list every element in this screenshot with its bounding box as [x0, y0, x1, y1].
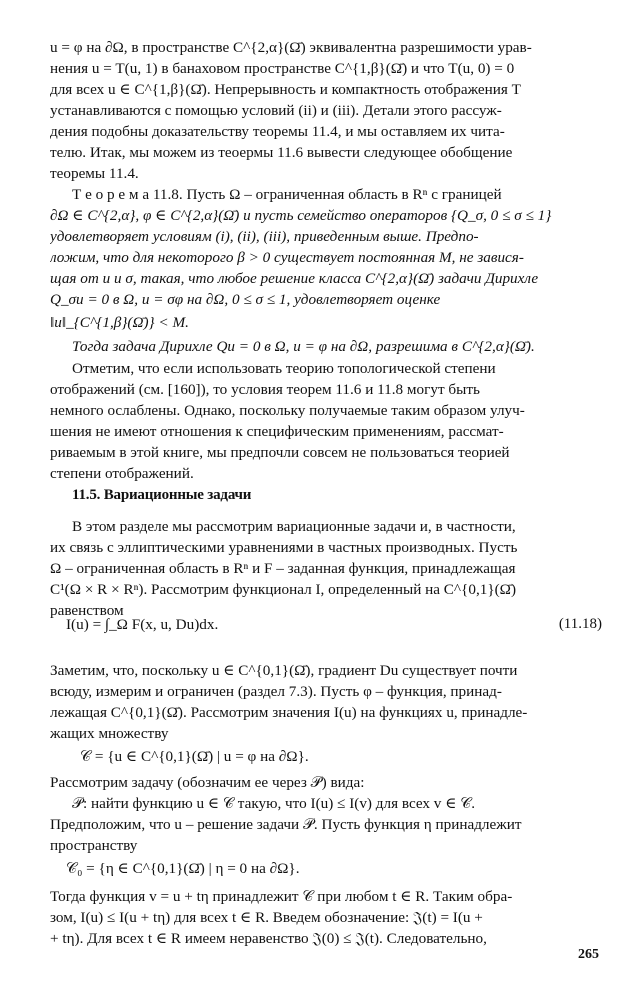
- text-line: риваемым в этой книге, мы предпочли совсем не пользоваться теорией: [50, 444, 510, 461]
- theorem-line: Т е о р е м а 11.8. Пусть Ω – ограниченная область в Rⁿ с границей: [72, 186, 502, 203]
- text-line: u = φ на ∂Ω, в пространстве C^{2,α}(Ω̄) эквивалентна разрешимости урав-: [50, 39, 532, 56]
- text-line: + tη). Для всех t ∈ R имеем неравенство 𝔍(0) ≤ 𝔍(t). Следовательно,: [50, 930, 487, 947]
- section-heading: 11.5. Вариационные задачи: [72, 487, 252, 503]
- text-line: жащих множеству: [50, 725, 169, 742]
- theorem-line: удовлетворяет условиям (i), (ii), (iii), приведенным выше. Предпо-: [50, 228, 479, 245]
- text-line: немного ослаблены. Однако, поскольку получаемые таким образом улуч-: [50, 402, 525, 419]
- text-line: для всех u ∈ C^{1,β}(Ω̄). Непрерывность и компактность отображения T: [50, 81, 521, 98]
- text-line: пространству: [50, 837, 138, 854]
- theorem-line: ложим, что для некоторого β > 0 существует постоянная M, не завися-: [50, 249, 524, 266]
- text-line: Рассмотрим задачу (обозначим ее через 𝒫) вида:: [50, 774, 365, 791]
- functional-formula: I(u) = ∫_Ω F(x, u, Du)dx.: [66, 616, 219, 633]
- text-line: нения u = T(u, 1) в банаховом пространстве C^{1,β}(Ω̄) и что T(u, 0) = 0: [50, 60, 515, 77]
- problem-statement: 𝒫: найти функцию u ∈ 𝒞 такую, что I(u) ≤ I(v) для всех v ∈ 𝒞.: [72, 795, 476, 812]
- text-line: всюду, измерим и ограничен (раздел 7.3). Пусть φ – функция, принад-: [50, 683, 502, 700]
- text-line: устанавливаются с помощью условий (ii) и (iii). Детали этого рассуж-: [50, 102, 502, 119]
- set-formula: 𝒞₀ = {η ∈ C^{0,1}(Ω̄) | η = 0 на ∂Ω}.: [66, 860, 300, 877]
- text-line: Тогда функция v = u + tη принадлежит 𝒞 при любом t ∈ R. Таким обра-: [50, 888, 513, 905]
- text-line: теоремы 11.4.: [50, 165, 139, 182]
- theorem-line: ∂Ω ∈ C^{2,α}, φ ∈ C^{2,α}(Ω̄) и пусть семейство операторов {Q_σ, 0 ≤ σ ≤ 1}: [50, 207, 552, 224]
- text-line: отображений (см. [160]), то условия теорем 11.6 и 11.8 могут быть: [50, 381, 480, 398]
- theorem-line: Q_σu = 0 в Ω, u = σφ на ∂Ω, 0 ≤ σ ≤ 1, удовлетворяет оценке: [50, 291, 441, 308]
- theorem-line: Тогда задача Дирихле Qu = 0 в Ω, u = φ на ∂Ω, разрешима в C^{2,α}(Ω̄).: [72, 338, 535, 355]
- text-line: Ω – ограниченная область в Rⁿ и F – заданная функция, принадлежащая: [50, 560, 516, 577]
- equation-number: (11.18): [558, 616, 602, 632]
- theorem-line: щая от u и σ, такая, что любое решение класса C^{2,α}(Ω̄) задачи Дирихле: [50, 270, 539, 287]
- text-line: зом, I(u) ≤ I(u + tη) для всех t ∈ R. Введем обозначение: 𝔍(t) = I(u +: [50, 909, 483, 926]
- text-line: C¹(Ω × R × Rⁿ). Рассмотрим функционал I, определенный на C^{0,1}(Ω̄): [50, 581, 517, 598]
- text-line: лежащая C^{0,1}(Ω̄). Рассмотрим значения I(u) на функциях u, принадле-: [50, 704, 528, 721]
- set-formula: 𝒞 = {u ∈ C^{0,1}(Ω̄) | u = φ на ∂Ω}.: [80, 748, 309, 765]
- text-line: степени отображений.: [50, 465, 194, 482]
- text-line: шения не имеют отношения к специфическим применениям, рассмат-: [50, 423, 504, 440]
- text-line: В этом разделе мы рассмотрим вариационные задачи и, в частности,: [72, 518, 516, 535]
- text-line: Отметим, что если использовать теорию топологической степени: [72, 360, 496, 377]
- text-line: равенством: [50, 602, 124, 619]
- text-line: Предположим, что u – решение задачи 𝒫. Пусть функция η принадлежит: [50, 816, 522, 833]
- text-line: телю. Итак, мы можем из теоермы 11.6 вывести следующее обобщение: [50, 144, 513, 161]
- page-number: 265: [578, 947, 599, 962]
- text-line: дения подобны доказательству теоремы 11.4, и мы оставляем их чита-: [50, 123, 505, 140]
- text-line: Заметим, что, поскольку u ∈ C^{0,1}(Ω̄), градиент Du существует почти: [50, 662, 518, 679]
- estimate-formula: ‖u‖_{C^{1,β}(Ω̄)} < M.: [50, 314, 189, 331]
- text-line: их связь с эллиптическими уравнениями в частных производных. Пусть: [50, 539, 518, 556]
